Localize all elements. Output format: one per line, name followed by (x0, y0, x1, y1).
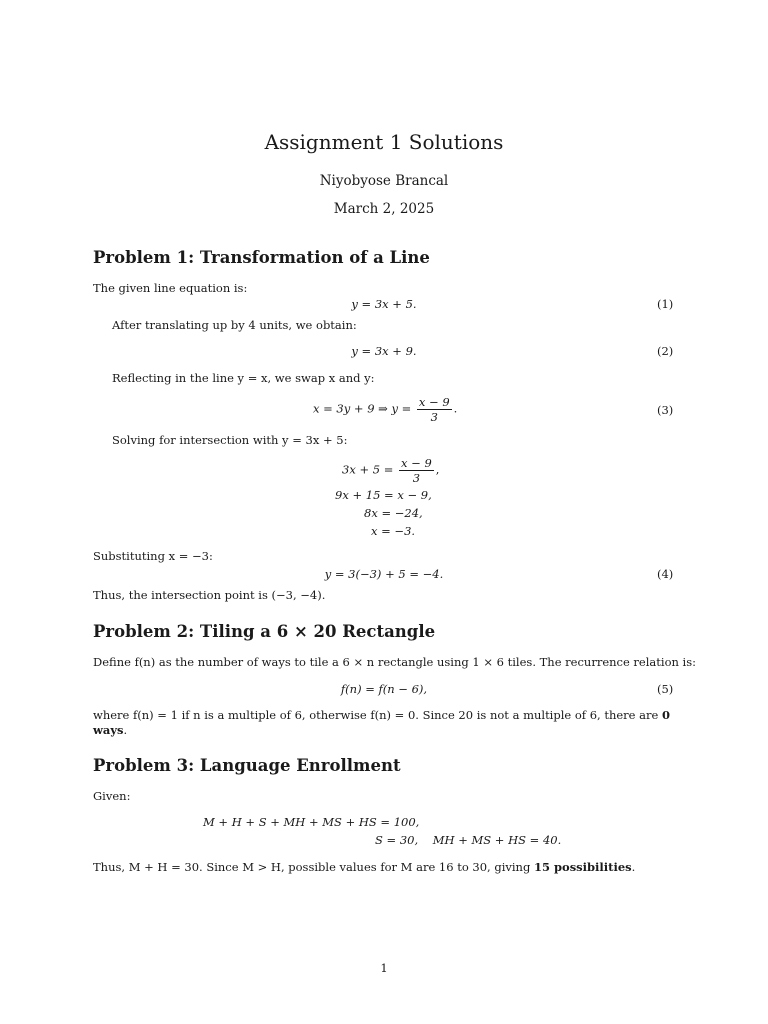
equation-3-number: (3) (657, 403, 674, 417)
s1-left: 3x + 5 = (342, 462, 398, 477)
problem-3-heading: Problem 3: Language Enrollment (93, 756, 401, 775)
equation-4: y = 3(−3) + 5 = −4. (324, 567, 444, 581)
eq3-denominator: 3 (430, 410, 438, 424)
p2-end: . (123, 723, 128, 737)
p3-thus-body: Thus, M + H = 30. Since M > H, possible values for M are 16 to 30, giving (93, 860, 534, 874)
p1-conclusion: Thus, the intersection point is (−3, −4). (93, 588, 326, 602)
p3-end: . (631, 860, 636, 874)
eq3-fraction (417, 395, 452, 424)
page-number: 1 (380, 961, 388, 975)
p3-conclusion (93, 860, 635, 874)
p3-equation-line-2: S = 30, MH + MS + HS = 40. (375, 833, 562, 847)
eq3-numerator: x − 9 (418, 395, 450, 409)
problem-2-heading: Problem 2: Tiling a 6 × 20 Rectangle (93, 622, 436, 641)
equation-4-number: (4) (657, 567, 674, 581)
p3-given-text: Given: (93, 789, 131, 803)
problem-1-heading: Problem 1: Transformation of a Line (93, 248, 430, 267)
doc-date: March 2, 2025 (333, 201, 435, 217)
system-line-2: 9x + 15 = x − 9, (335, 488, 432, 502)
eq3-end: . (453, 401, 458, 416)
p2-zero: 0 (661, 708, 670, 722)
system-line-1 (342, 456, 439, 485)
p1-solving-text: Solving for intersection with y = 3x + 5: (112, 433, 348, 447)
p1-substitute-text: Substituting x = −3: (93, 549, 213, 563)
system-line-4: x = −3. (371, 524, 416, 538)
equation-1: y = 3x + 5. (351, 297, 417, 311)
eq3-left: x = 3y + 9 ⇒ y = (313, 401, 415, 416)
doc-author: Niyobyose Brancal (319, 173, 449, 189)
s1-end: , (435, 462, 440, 477)
p2-where-body: where f(n) = 1 if n is a multiple of 6, otherwise f(n) = 0. Since 20 is not a multiple of 6, there are (93, 708, 662, 722)
equation-3 (313, 395, 457, 424)
p1-intro: The given line equation is: (93, 281, 248, 295)
p2-ways: ways (93, 723, 124, 737)
p3-equation-line-1: M + H + S + MH + MS + HS = 100, (203, 815, 420, 829)
p1-translate-text: After translating up by 4 units, we obtain: (112, 318, 357, 332)
equation-2-number: (2) (657, 344, 674, 358)
equation-5-number: (5) (657, 682, 674, 696)
system-line-3: 8x = −24, (364, 506, 423, 520)
p2-where-text (93, 708, 675, 738)
p1-reflect-text: Reflecting in the line y = x, we swap x and y: (112, 371, 375, 385)
doc-title: Assignment 1 Solutions (264, 130, 504, 154)
equation-2: y = 3x + 9. (351, 344, 417, 358)
s1-denominator: 3 (412, 471, 421, 485)
s1-fraction (399, 456, 434, 485)
equation-1-number: (1) (657, 297, 674, 311)
s1-numerator: x − 9 (401, 456, 432, 470)
equation-5: f(n) = f(n − 6), (340, 682, 428, 696)
p3-answer: 15 possibilities (533, 860, 632, 874)
p2-define-text: Define f(n) as the number of ways to tile a 6 × n rectangle using 1 × 6 tiles. The recurrence relation is: (93, 655, 697, 669)
